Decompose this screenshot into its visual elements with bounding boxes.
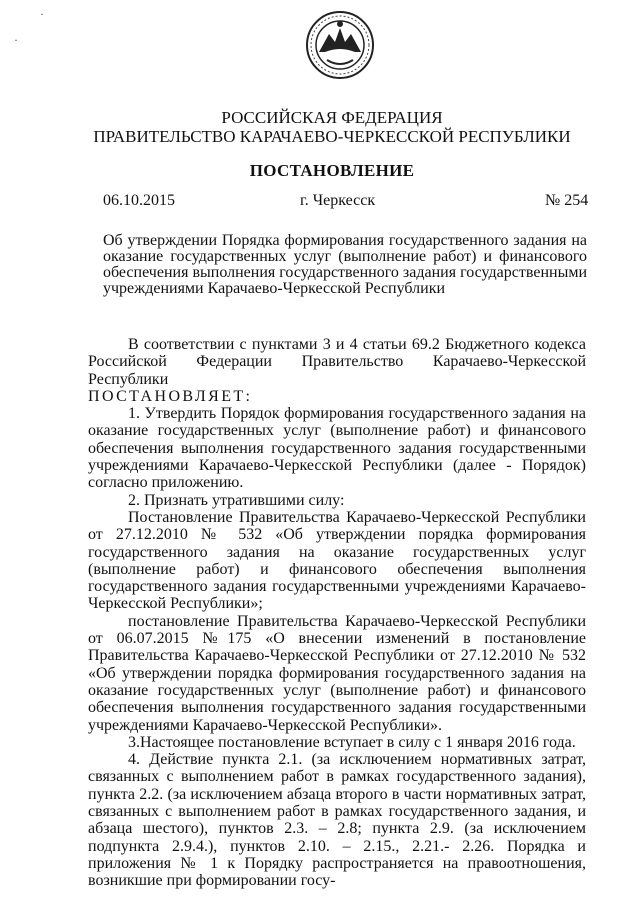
coat-of-arms-icon xyxy=(305,10,375,80)
preamble-paragraph: В соответствии с пунктами 3 и 4 статьи 69.2 Бюджетного кодекса Российской Федерации Правительство Карачаево-Черкесской Республики xyxy=(88,336,586,388)
document-date: 06.10.2015 xyxy=(103,192,175,209)
document-city: г. Черкесск xyxy=(300,192,376,209)
document-type-title: ПОСТАНОВЛЕНИЕ xyxy=(249,161,415,180)
government-heading: ПРАВИТЕЛЬСТВО КАРАЧАЕВО-ЧЕРКЕССКОЙ РЕСПУБЛИКИ xyxy=(93,127,571,146)
document-number: № 254 xyxy=(545,192,589,209)
scan-mark: · xyxy=(14,33,18,47)
resolves-line: ПОСТАНОВЛЯЕТ: xyxy=(88,387,253,405)
document-subject: Об утверждении Порядка формирования государственного задания на оказание государственных услуг (выполнение работ) и финансового обеспечения выполнения государственного задания государственными учреждениями Карачаево-Черкесской Республики xyxy=(103,232,587,297)
paragraph-2a: Постановление Правительства Карачаево-Черкесской Республики от 27.12.2010 № 532 «Об утверждении порядка формирования государственного задания на оказание государственных услуг (выполнение работ) и финансового обеспечения выполнения государственного задания государственными учреждениями Карачаево-Черкесской Республики»; xyxy=(88,508,586,613)
paragraph-2b: постановление Правительства Карачаево-Черкесской Республики от 06.07.2015 №175 «О внесении изменений в постановление Правительства Карачаево-Черкесской Республики от 27.12.2010 № 532 «Об утверждении порядка формирования государственного задания на оказание государственных услуг (выполнение работ) и финансового обеспечения выполнения государственного задания государственными учреждениями Карачаево-Черкесской Республики». xyxy=(88,612,586,734)
paragraph-1: 1. Утвердить Порядок формирования государственного задания на оказание государственных услуг (выполнение работ) и финансового обеспечения выполнения государственного задания государственными учреждениями Карачаево-Черкесской Республики (далее - Порядок) согласно приложению. xyxy=(88,405,586,492)
paragraph-4: 4. Действие пункта 2.1. (за исключением нормативных затрат, связанных с выполнением работ в рамках государственного задания), пункта 2.2. (за исключением абзаца второго в части нормативных затрат, связанных с выполнением работ в рамках государственного задания, и абзаца шестого), пунктов 2.3. – 2.8; пункта 2.9. (за исключением подпункта 2.9.4.), пунктов 2.10. – 2.15., 2.21.- 2.26. Порядка и приложения № 1 к Порядку распространяется на правоотношения, возникшие при формировании госу- xyxy=(88,751,586,890)
scan-mark: · xyxy=(40,7,44,21)
document-body xyxy=(88,336,586,890)
country-heading: РОССИЙСКАЯ ФЕДЕРАЦИЯ xyxy=(221,108,443,127)
paragraph-2: 2. Признать утратившими силу: xyxy=(128,491,345,509)
paragraph-3: 3.Настоящее постановление вступает в силу с 1 января 2016 года. xyxy=(128,733,576,751)
